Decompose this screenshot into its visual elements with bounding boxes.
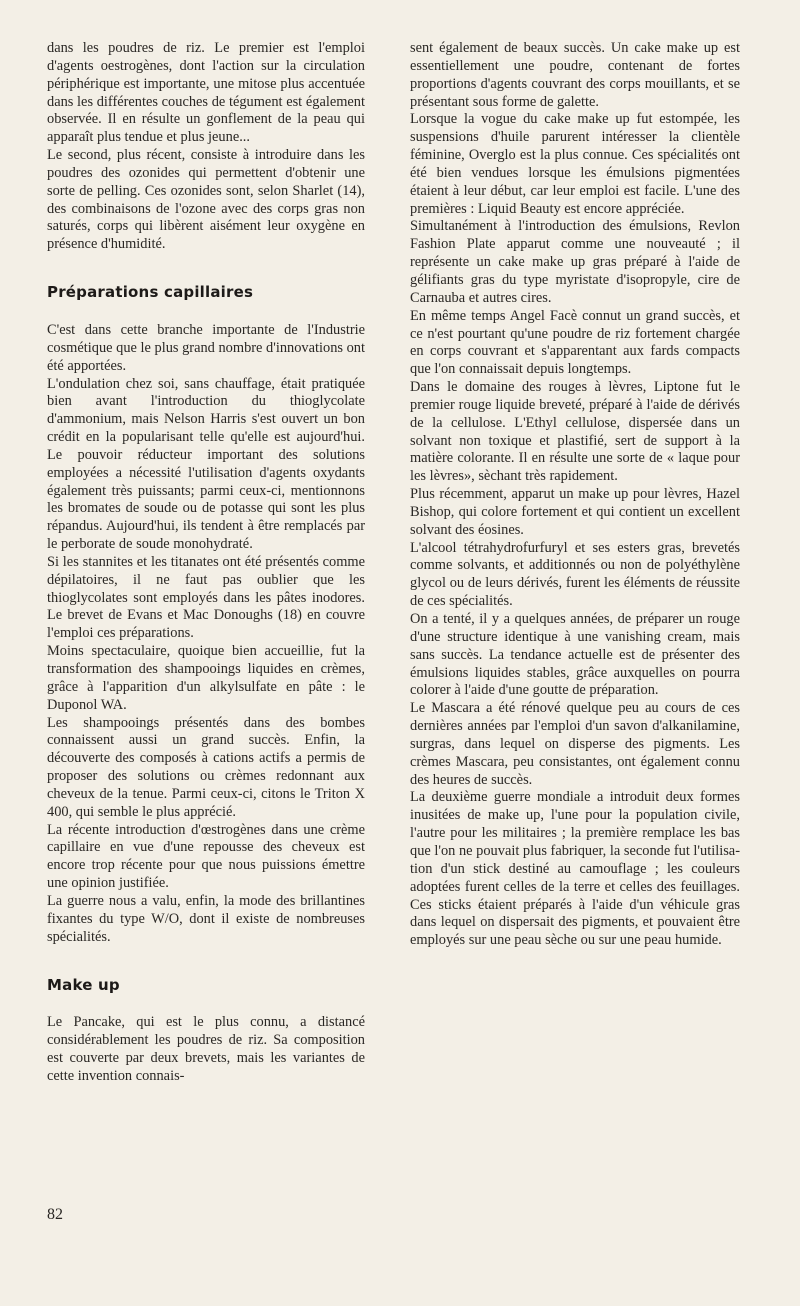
paragraph: L'alcool tétrahydrofurfuryl et ses esters gras, brevetés comme solvants, et additionnés ou non de polyéthylène glycol ou de leurs dérivés, furent les éléments de réussite de ces spécialités.: [410, 539, 740, 610]
paragraph: Si les stannites et les titanates ont été présentés comme dépilatoires, il ne faut pas oublier que les thioglycolates sont employés dans les pâtes inodores. Le brevet de Evans et Mac Donoughs (18) en couvre l'emploi ces préparations.: [47, 553, 365, 642]
paragraph: Plus récemment, apparut un make up pour lèvres, Hazel Bishop, qui colore fortement et qui contient un excellent solvant des éosines.: [410, 486, 740, 538]
paragraph: Moins spectaculaire, quoique bien accueillie, fut la transformation des shampooings liquides en crèmes, grâce à l'apparition d'un alkylsulfate en pâte : le Duponol WA.: [47, 643, 365, 713]
paragraph: On a tenté, il y a quelques années, de préparer un rouge d'une structure identique à une vanishing cream, mais sans succès. La tendance actuelle est de présenter des émulsions liquides stables, grâce auxquelles on pourra colorer à l'aide d'une goutte de préparation.: [410, 611, 740, 699]
section-heading-preparations-capillaires: Préparations capillaires: [47, 283, 254, 302]
paragraph: Lorsque la vogue du cake make up fut estompée, les suspensions d'huile parurent intéresser la clientèle féminine, Overglo est la plus connue. Ces spécialités ont été bien vendues lorsque les émulsions pigmentées étaient à leur début, car leur emploi est facile. L'une des premières : Liquid Beauty est encore appréciée.: [410, 111, 740, 217]
paragraph: La deuxième guerre mondiale a introduit deux formes inusitées de make up, l'une pour la population civile, l'autre pour les militaires ; la première remplace les bas que l'on ne pouvait plus fabriquer, la seconde fut l'utilisation d'un stick destiné au camouflage ; les couleurs adoptées furent celles de la terre et celles des feuillages. Ces sticks étaient préparés à l'aide d'un véhicule gras dans lequel on dispersait des pigments, et pouvaient être employés sur une peau sèche ou sur une peau humide.: [410, 789, 740, 949]
paragraph: L'ondulation chez soi, sans chauffage, était pratiquée bien avant l'introduction du thioglycolate d'ammonium, mais Nelson Harris s'est ouvert un bon crédit en la popularisant telle qu'elle est aujourd'hui. Le pouvoir réducteur important des solutions employées a nécessité l'utilisation d'agents oxydants également très puissants; parmi ceux-ci, mentionnons les bromates de soude ou de potasse qui sont les plus répandus. Aujourd'hui, ils tendent à être remplacés par le perborate de soude monohydraté.: [47, 375, 365, 553]
paragraph: En même temps Angel Facè connut un grand succès, et ce n'est pourtant qu'une poudre de riz fortement chargée en corps couvrant et s'apparentant aux fards compacts que l'on connaissait depuis longtemps.: [410, 307, 740, 378]
section-heading-make-up: Make up: [47, 975, 120, 994]
page-number: 82: [47, 1206, 63, 1223]
paragraph: dans les poudres de riz. Le premier est l'emploi d'agents oestrogènes, dont l'action sur la circulation périphérique est importante, une mitose plus accentuée dans les différentes couches de tégument est également observée. Il en résulte un gonflement de la peau qui apparaît plus tendue et plus jeune...: [47, 40, 365, 146]
paragraph: Le Pancake, qui est le plus connu, a distancé considérablement les poudres de riz. Sa composition est couverte par deux brevets, mais les variantes de cette invention connais-: [47, 1014, 365, 1084]
paragraph: sent également de beaux succès. Un cake make up est essentiellement une poudre, contenant de fortes proportions d'agents couvrant des corps mouillants, et se présentant sous forme de galette.: [410, 40, 740, 110]
paragraph: La guerre nous a valu, enfin, la mode des brillantines fixantes du type W/O, dont il existe de nombreuses spécialités.: [47, 892, 365, 945]
paragraph: Simultanément à l'introduction des émulsions, Revlon Fashion Plate apparut comme une nouveauté ; il représente un cake make up gras préparé à l'aide de gélifiants gras du type myristate d'isopropyle, cire de Carnauba et autres cires.: [410, 218, 740, 306]
paragraph: Les shampooings présentés dans des bombes connaissent aussi un grand succès. Enfin, la découverte des composés à cations actifs a permis de proposer des solutions ou crèmes redonnant aux cheveux de la tenue. Parmi ceux-ci, citons le Triton X 400, qui semble le plus apprécié.: [47, 714, 365, 820]
paragraph: La récente introduction d'œstrogènes dans une crème capillaire en vue d'une repousse des cheveux est encore trop récente pour que nous puissions émettre une opinion justifiée.: [47, 821, 365, 892]
paragraph: Le second, plus récent, consiste à introduire dans les poudres des ozonides qui permettent d'obtenir une sorte de pelling. Ces ozonides sont, selon Sharlet (14), des combinaisons de l'ozone avec des corps gras non saturés, corps qui libèrent aisément leur oxygène en présence d'humidité.: [47, 147, 365, 253]
right-column: [410, 40, 740, 950]
left-column: [47, 40, 365, 1086]
paragraph: Le Mascara a été rénové quelque peu au cours de ces dernières années par l'emploi d'un savon d'alkanilamine, surgras, dans lequel on disperse des pigments. Les crèmes Mascara, peu consistantes, ont également connu des heures de succès.: [410, 700, 740, 788]
paragraph: Dans le domaine des rouges à lèvres, Liptone fut le premier rouge liquide breveté, préparé à l'aide de dérivés de la cellulose. L'Ethyl cellulose, dispersée dans un solvant non toxique et plastifié, sert de support à la matière colorante. Il en résulte une sorte de « laque pour les lèvres», sèchant très rapidement.: [410, 379, 740, 485]
paragraph: C'est dans cette branche importante de l'Industrie cosmétique que le plus grand nombre d'innovations ont été apportées.: [47, 321, 365, 374]
